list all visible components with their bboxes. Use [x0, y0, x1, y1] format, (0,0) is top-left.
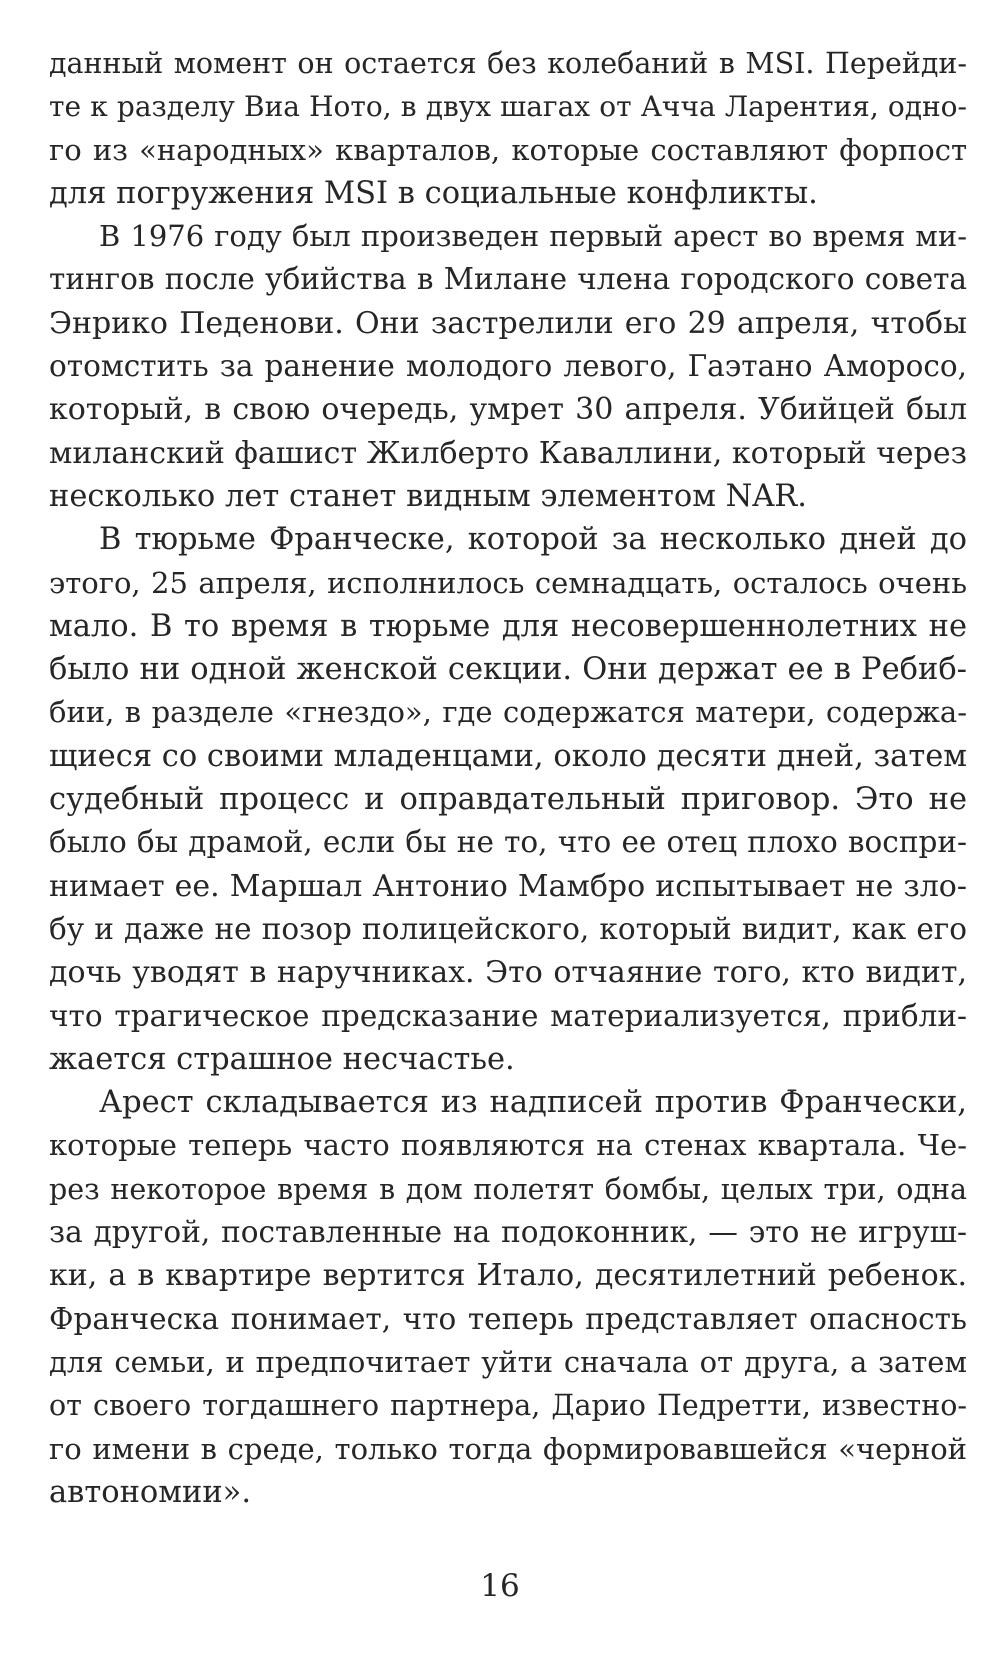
text-line: что трагическое предсказание материализуется, прибли- — [49, 998, 967, 1033]
text-line: рез некоторое время в дом полетят бомбы, целых три, одна — [49, 1172, 967, 1206]
text-line: нимает ее. Маршал Антонио Мамбро испытывает не зло- — [49, 868, 967, 904]
text-line: для погружения MSI в социальные конфликты. — [49, 175, 818, 211]
text-line: дочь уводят в наручниках. Это отчаяние того, кто видит, — [49, 955, 967, 991]
text-line: жается страшное несчастье. — [49, 1041, 515, 1077]
text-line: этого, 25 апреля, исполнилось семнадцать, осталось очень — [49, 565, 967, 600]
text-line: миланский фашист Жилберто Каваллини, который через — [49, 435, 967, 471]
text-line: бии, в разделе «гнездо», где содержатся матери, содержа- — [49, 695, 967, 730]
text-line: несколько лет станет видным элементом NAR. — [49, 478, 808, 514]
text-line: те к разделу Виа Ното, в двух шагах от Ачча Ларентия, одно- — [49, 90, 967, 124]
text-line: бу и даже не позор полицейского, который видит, как его — [49, 911, 967, 946]
text-line: Арест складывается из надписей против Франчески, — [99, 1085, 967, 1121]
text-line: тингов после убийства в Милане члена городского совета — [49, 262, 967, 297]
text-line: Энрико Педенови. Они застрелили его 29 апреля, чтобы — [49, 305, 967, 341]
text-line: от своего тогдашнего партнера, Дарио Педретти, известно- — [49, 1389, 967, 1423]
text-line: данный момент он остается без колебаний в MSI. Перейди- — [49, 47, 967, 80]
text-line: ки, а в квартире вертится Итало, десятилетний ребенок. — [49, 1258, 967, 1294]
text-line: мало. В то время в тюрьме для несовершеннолетних не — [49, 608, 967, 644]
paragraph — [49, 518, 967, 1081]
text-line: для семьи, и предпочитает уйти сначала от друга, а затем — [49, 1344, 967, 1379]
text-line: было бы драмой, если бы не то, что ее отец плохо воспри- — [49, 825, 967, 860]
text-line: за другой, поставленные на подоконник, — это не игруш- — [49, 1215, 967, 1250]
text-line: В тюрьме Франческе, которой за несколько дней до — [99, 522, 967, 558]
text-line: было ни одной женской секции. Они держат ее в Ребиб- — [49, 652, 967, 688]
paragraph — [49, 215, 967, 518]
text-line: щиеся со своими младенцами, около десяти дней, затем — [49, 738, 967, 774]
text-line: го имени в среде, только тогда формировавшейся «черной — [49, 1431, 967, 1466]
text-line: отомстить за ранение молодого левого, Гаэтано Аморосо, — [49, 349, 967, 384]
page-number: 16 — [480, 1568, 520, 1604]
text-line: который, в свою очередь, умрет 30 апреля. Убийцей был — [49, 392, 967, 428]
text-line: судебный процесс и оправдательный приговор. Это не — [49, 782, 967, 818]
body-text — [49, 42, 967, 1514]
text-line: В 1976 году был произведен первый арест во время ми- — [99, 219, 967, 254]
paragraph — [49, 42, 967, 215]
text-line: го из «народных» кварталов, которые составляют форпост — [49, 132, 967, 167]
text-line: которые теперь часто появляются на стенах квартала. Че- — [49, 1128, 967, 1163]
text-line: Франческа понимает, что теперь представляет опасность — [49, 1301, 967, 1336]
paragraph — [49, 1081, 967, 1514]
text-line: автономии». — [49, 1474, 252, 1510]
